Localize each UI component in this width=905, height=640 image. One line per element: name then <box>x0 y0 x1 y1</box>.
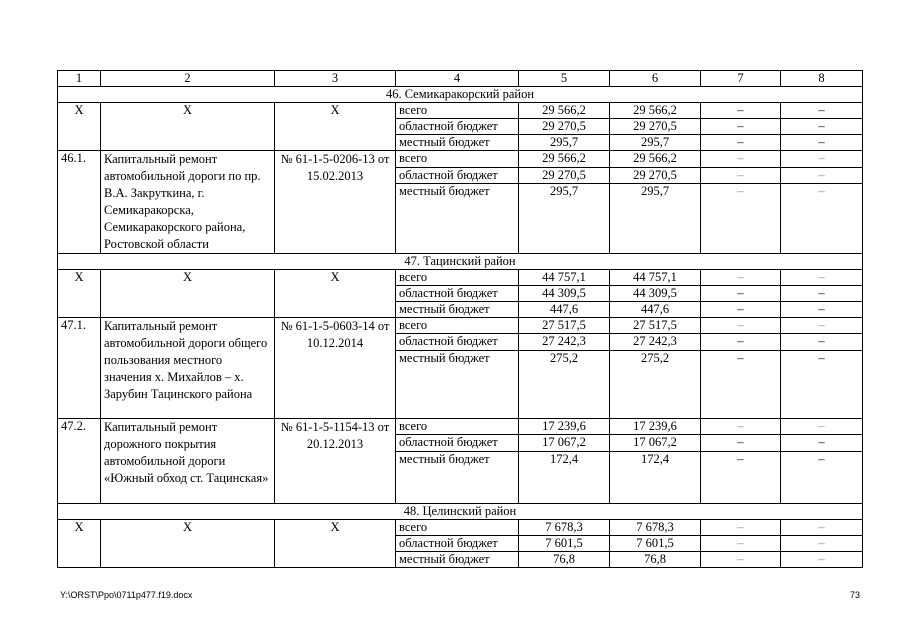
budget-label: местный бюджет <box>396 135 519 151</box>
value-cell: 27 242,3 <box>610 334 701 350</box>
budget-label: местный бюджет <box>396 184 519 254</box>
value-cell: – <box>701 119 781 135</box>
page-number: 73 <box>849 590 860 600</box>
value-cell: – <box>701 135 781 151</box>
budget-label: всего <box>396 103 519 119</box>
table-row <box>58 270 863 286</box>
value-cell: 275,2 <box>610 350 701 418</box>
value-cell: 295,7 <box>519 184 610 254</box>
table-row <box>58 151 863 168</box>
value-cell: 172,4 <box>519 451 610 503</box>
budget-label: всего <box>396 151 519 168</box>
budget-label: всего <box>396 520 519 536</box>
value-cell: 29 566,2 <box>610 151 701 168</box>
value-cell: – <box>781 536 863 552</box>
value-cell: – <box>781 334 863 350</box>
section-title: 48. Целинский район <box>58 504 863 520</box>
value-cell: 17 067,2 <box>519 435 610 451</box>
table-row <box>58 419 863 435</box>
value-cell: 29 566,2 <box>610 103 701 119</box>
value-cell: 44 757,1 <box>519 270 610 286</box>
item-document: № 61-1-5-0603-14 от 10.12.2014 <box>275 318 396 419</box>
value-cell: 295,7 <box>610 184 701 254</box>
budget-label: местный бюджет <box>396 451 519 503</box>
budget-label: местный бюджет <box>396 302 519 318</box>
value-cell: – <box>781 350 863 418</box>
budget-label: областной бюджет <box>396 334 519 350</box>
value-cell: 17 067,2 <box>610 435 701 451</box>
section-row <box>58 254 863 270</box>
x-cell: Х <box>58 270 101 318</box>
value-cell: – <box>781 318 863 334</box>
value-cell: – <box>781 419 863 435</box>
value-cell: – <box>701 435 781 451</box>
value-cell: 295,7 <box>610 135 701 151</box>
value-cell: 44 309,5 <box>610 286 701 302</box>
col-num: 5 <box>519 71 610 87</box>
item-name: Капитальный ремонт дорожного покрытия автомобильной дороги «Южный обход ст. Тацинская» <box>101 419 275 504</box>
value-cell: 27 242,3 <box>519 334 610 350</box>
item-document: № 61-1-5-1154-13 от 20.12.2013 <box>275 419 396 504</box>
value-cell: 44 309,5 <box>519 286 610 302</box>
value-cell: 29 566,2 <box>519 151 610 168</box>
value-cell: – <box>701 184 781 254</box>
budget-label: областной бюджет <box>396 167 519 184</box>
section-title: 46. Семикаракорский район <box>58 87 863 103</box>
item-document: № 61-1-5-0206-13 от 15.02.2013 <box>275 151 396 254</box>
budget-label: всего <box>396 318 519 334</box>
col-num: 4 <box>396 71 519 87</box>
budget-table <box>57 70 863 568</box>
x-cell: Х <box>58 520 101 568</box>
value-cell: – <box>701 536 781 552</box>
budget-label: местный бюджет <box>396 350 519 418</box>
value-cell: 29 270,5 <box>519 119 610 135</box>
value-cell: – <box>781 135 863 151</box>
value-cell: – <box>701 270 781 286</box>
value-cell: – <box>781 119 863 135</box>
value-cell: 29 270,5 <box>610 167 701 184</box>
value-cell: – <box>781 270 863 286</box>
value-cell: – <box>701 334 781 350</box>
item-number: 47.1. <box>58 318 101 419</box>
value-cell: 7 601,5 <box>610 536 701 552</box>
item-number: 47.2. <box>58 419 101 504</box>
value-cell: 44 757,1 <box>610 270 701 286</box>
item-number: 46.1. <box>58 151 101 254</box>
col-num: 8 <box>781 71 863 87</box>
value-cell: – <box>701 419 781 435</box>
value-cell: – <box>781 435 863 451</box>
value-cell: – <box>701 167 781 184</box>
item-name: Капитальный ремонт автомобильной дороги по пр. В.А. Закруткина, г. Семикаракорска, Семикаракорского района, Ростовской области <box>101 151 275 254</box>
value-cell: 76,8 <box>519 552 610 568</box>
value-cell: – <box>781 451 863 503</box>
value-cell: – <box>781 167 863 184</box>
value-cell: – <box>701 318 781 334</box>
budget-label: областной бюджет <box>396 119 519 135</box>
value-cell: 7 601,5 <box>519 536 610 552</box>
value-cell: – <box>701 286 781 302</box>
budget-label: областной бюджет <box>396 286 519 302</box>
section-row <box>58 87 863 103</box>
value-cell: 17 239,6 <box>610 419 701 435</box>
table-row <box>58 318 863 334</box>
value-cell: 76,8 <box>610 552 701 568</box>
table-row <box>58 103 863 119</box>
x-cell: Х <box>101 270 275 318</box>
value-cell: – <box>781 286 863 302</box>
file-path: Y:\ORST\Ppo\0711p477.f19.docx <box>60 590 193 600</box>
value-cell: 29 270,5 <box>610 119 701 135</box>
value-cell: – <box>781 520 863 536</box>
x-cell: Х <box>275 103 396 151</box>
value-cell: – <box>781 302 863 318</box>
value-cell: – <box>701 302 781 318</box>
value-cell: 447,6 <box>610 302 701 318</box>
section-row <box>58 504 863 520</box>
table-row <box>58 520 863 536</box>
col-num: 6 <box>610 71 701 87</box>
budget-label: областной бюджет <box>396 435 519 451</box>
budget-label: местный бюджет <box>396 552 519 568</box>
item-name: Капитальный ремонт автомобильной дороги общего пользования местного значения х. Михайлов – х. Зарубин Тацинского района <box>101 318 275 419</box>
value-cell: 7 678,3 <box>610 520 701 536</box>
budget-label: всего <box>396 270 519 286</box>
budget-label: областной бюджет <box>396 536 519 552</box>
column-number-row <box>58 71 863 87</box>
value-cell: – <box>701 520 781 536</box>
x-cell: Х <box>275 270 396 318</box>
col-num: 3 <box>275 71 396 87</box>
value-cell: – <box>781 103 863 119</box>
x-cell: Х <box>275 520 396 568</box>
value-cell: 7 678,3 <box>519 520 610 536</box>
x-cell: Х <box>58 103 101 151</box>
value-cell: – <box>781 552 863 568</box>
value-cell: – <box>781 184 863 254</box>
section-title: 47. Тацинский район <box>58 254 863 270</box>
col-num: 1 <box>58 71 101 87</box>
value-cell: – <box>701 552 781 568</box>
value-cell: 295,7 <box>519 135 610 151</box>
value-cell: – <box>701 451 781 503</box>
value-cell: 447,6 <box>519 302 610 318</box>
budget-label: всего <box>396 419 519 435</box>
value-cell: – <box>701 103 781 119</box>
value-cell: 29 270,5 <box>519 167 610 184</box>
col-num: 7 <box>701 71 781 87</box>
value-cell: 27 517,5 <box>610 318 701 334</box>
col-num: 2 <box>101 71 275 87</box>
value-cell: 17 239,6 <box>519 419 610 435</box>
x-cell: Х <box>101 520 275 568</box>
value-cell: 275,2 <box>519 350 610 418</box>
x-cell: Х <box>101 103 275 151</box>
value-cell: – <box>701 151 781 168</box>
value-cell: – <box>701 350 781 418</box>
value-cell: 172,4 <box>610 451 701 503</box>
value-cell: – <box>781 151 863 168</box>
value-cell: 29 566,2 <box>519 103 610 119</box>
value-cell: 27 517,5 <box>519 318 610 334</box>
